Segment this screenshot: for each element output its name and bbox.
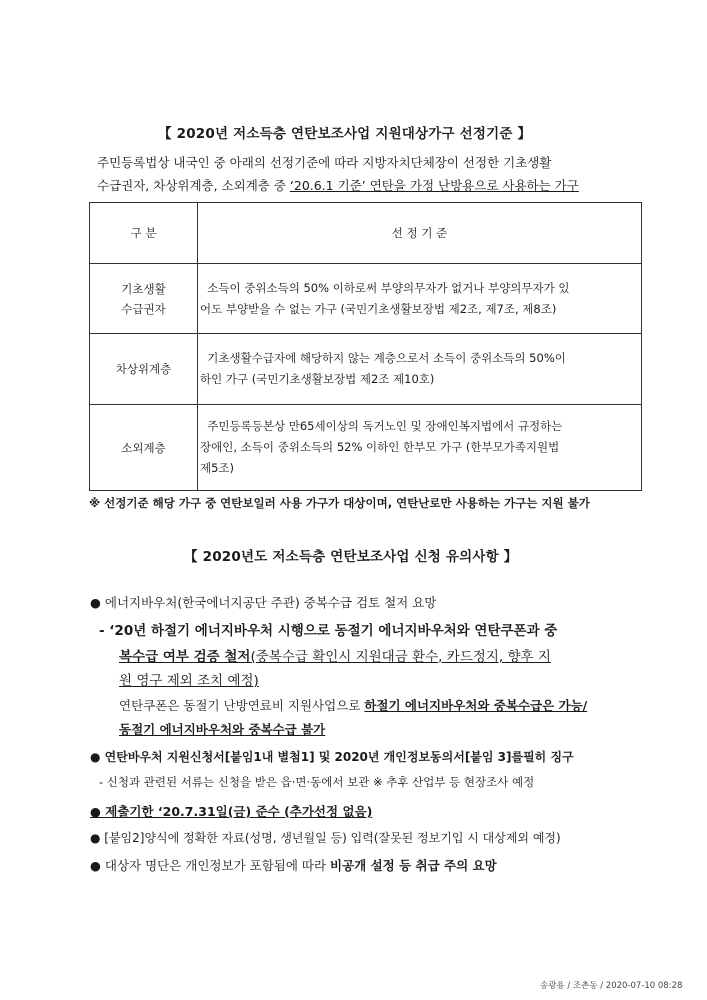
bullet-1: ● 에너지바우처(한국에너지공단 주관) 중복수급 검토 철저 요망	[90, 595, 437, 610]
row-criteria-line1: 주민등록등본상 만65세이상의 독거노인 및 장애인복지법에서 규정하는	[200, 419, 563, 433]
row-label-line1: 기초생활	[121, 281, 166, 296]
row-criteria	[198, 264, 642, 334]
bullet-5	[90, 856, 497, 874]
header-col1: 구 분	[90, 203, 198, 264]
row-label-line1: 소외계층	[121, 440, 166, 455]
row-criteria-line2: 어도 부양받을 수 없는 가구 (국민기초생활보장법 제2조, 제7조, 제8조)	[200, 301, 557, 316]
row-label	[90, 264, 198, 334]
sub1-line2	[119, 645, 551, 665]
sub1-line2-rest: (중복수급 확인시 지원대금 환수, 카드정지, 향후 지	[250, 649, 551, 665]
row-criteria-line2: 하인 가구 (국민기초생활보장법 제2조 제10호)	[200, 372, 435, 386]
bullet-4: ● [붙임2]양식에 정확한 자료(성명, 생년월일 등) 입력(잘못된 정보기입 시 대상제외 예정)	[90, 831, 561, 845]
sub1-line4	[119, 696, 587, 714]
table-header-row	[90, 203, 642, 264]
bullet-5-plain: ● 대상자 명단은 개인정보가 포함됨에 따라	[90, 858, 331, 873]
bullet-5-bold: 비공개 설정 등 취급 주의 요망	[330, 858, 497, 873]
row-criteria-line1: 기초생활수급자에 해당하지 않는 계층으로서 소득이 중위소득의 50%이	[200, 351, 566, 365]
sub1-line2-bold: 복수급 여부 검증 철저	[119, 649, 251, 665]
footer-stamp: 송광용 / 조촌동 / 2020-07-10 08:28	[540, 981, 683, 991]
sub1-line3: 원 영구 제외 조치 예정)	[119, 673, 259, 689]
row-label-line2: 수급권자	[121, 301, 166, 316]
sub1-line4-plain: 연탄쿠폰은 동절기 난방연료비 지원사업으로	[119, 698, 365, 713]
row-label-line1: 차상위계층	[115, 362, 172, 376]
bullet-3: ● 제출기한 ‘20.7.31일(금) 준수 (추가선정 없음)	[90, 804, 373, 819]
sub2: - 신청과 관련된 서류는 신청을 받은 읍‧면‧동에서 보관 ※ 추후 산업부 등 현장조사 예정	[99, 775, 535, 789]
row-label	[90, 334, 198, 405]
row-criteria	[198, 405, 642, 491]
section2-title: 【 2020년도 저소득층 연탄보조사업 신청 유의사항 】	[184, 549, 518, 565]
header-col2: 선 정 기 준	[198, 203, 642, 264]
criteria-table	[89, 202, 642, 491]
intro-line2-underlined: ‘20.6.1 기준’ 연탄을 가정 난방용으로 사용하는 가구	[289, 178, 579, 193]
sub1-line4-bold: 하절기 에너지바우처와 중복수급은 가능/	[364, 698, 588, 713]
row-criteria	[198, 334, 642, 405]
intro-line1: 주민등록법상 내국인 중 아래의 선정기준에 따라 지방자치단체장이 선정한 기초생활	[97, 155, 552, 170]
row-criteria-line3: 제5조)	[200, 461, 235, 475]
table-row	[90, 334, 642, 405]
bullet-2: ● 연탄바우처 지원신청서[붙임1내 별첨1] 및 2020년 개인정보동의서[붙임 3]를필히 징구	[90, 750, 574, 764]
table-note: ※ 선정기준 해당 가구 중 연탄보일러 사용 가구가 대상이며, 연탄난로만 사용하는 가구는 지원 불가	[89, 496, 590, 510]
sub1-line1: - ‘20년 하절기 에너지바우처 시행으로 동절기 에너지바우처와 연탄쿠폰과 중	[99, 623, 558, 639]
table-row	[90, 405, 642, 491]
section1-title: 【 2020년 저소득층 연탄보조사업 지원대상가구 선정기준 】	[158, 126, 532, 142]
sub1-line5: 동절기 에너지바우처와 중복수급 불가	[119, 722, 326, 737]
intro-line2-plain: 수급권자, 차상위계층, 소외계층 중	[97, 178, 290, 193]
row-criteria-line1: 소득이 중위소득의 50% 이하로써 부양의무자가 없거나 부양의무자가 있	[200, 280, 570, 295]
intro-line2	[97, 176, 579, 194]
row-criteria-line2: 장애인, 소득이 중위소득의 52% 이하인 한부모 가구 (한부모가족지원법	[200, 440, 560, 454]
row-label	[90, 405, 198, 491]
table-row	[90, 264, 642, 334]
